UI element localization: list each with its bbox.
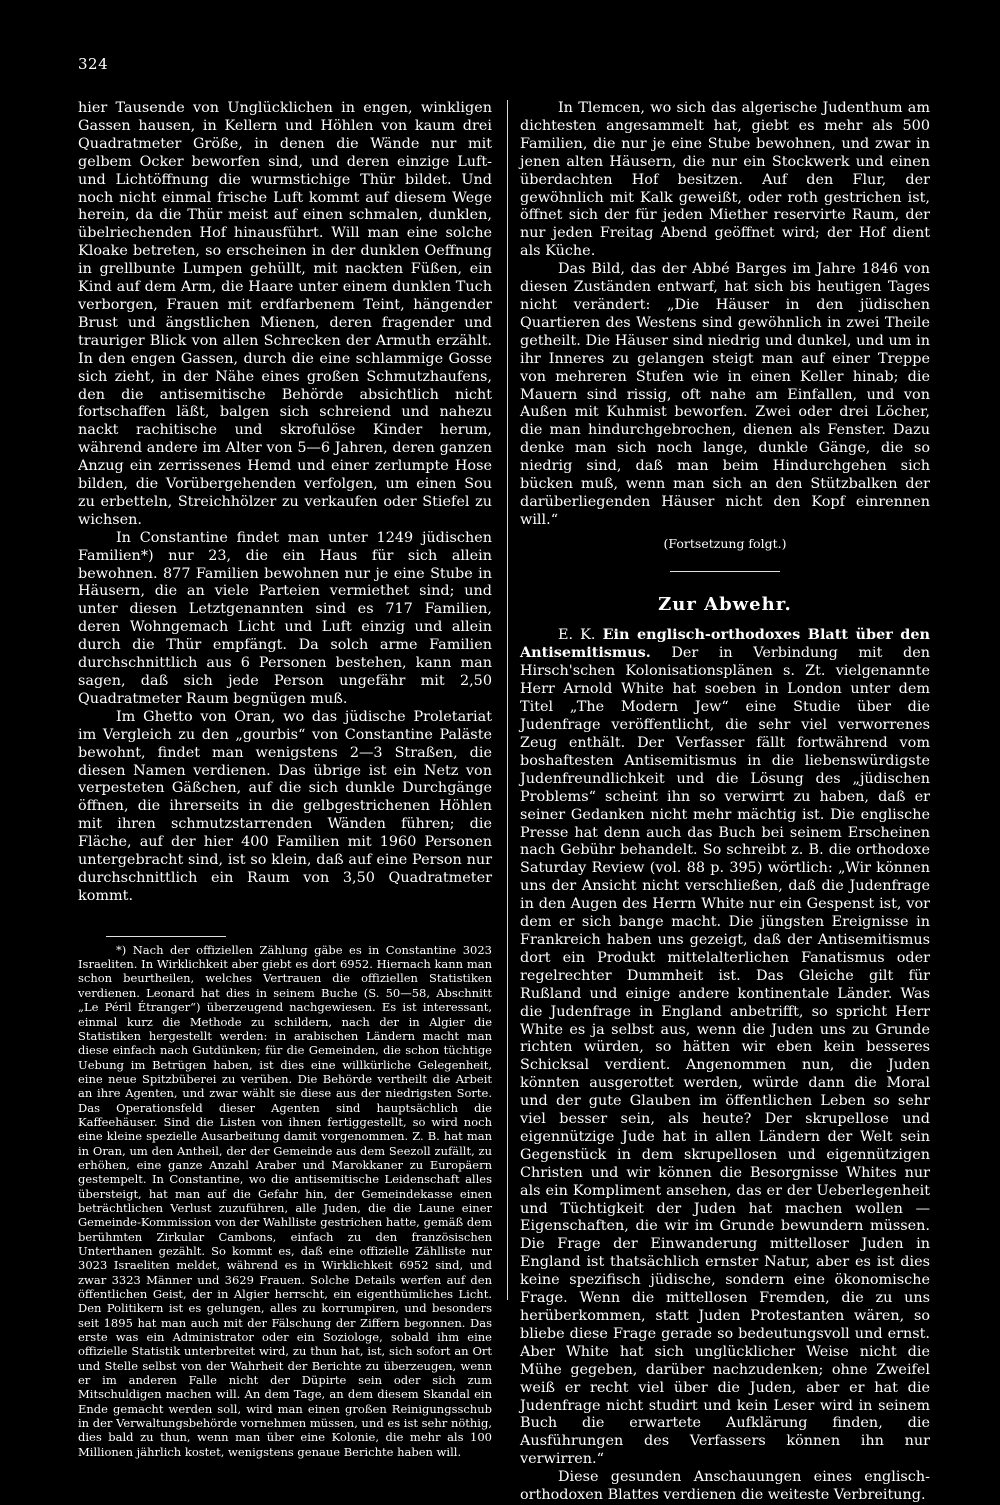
- article-lead: Der in Verbindung mit den Hirsch'schen Kolonisationsplänen s. Zt. vielgenannte Herr Arnold White hat soeben in London unter dem Titel „The Modern Jew“ eine Studie über die Judenfrage veröffentlicht, die sehr viel verworrenes Zeug enthält. Der Verfasser fällt fortwährend vom boshaftesten Antisemitismus in die liebenswürdigste Judenfreundlichkeit und die Lösung des „jüdischen Problems“ scheint ihn so verwirrt zu haben, daß er seiner Gedanken nicht mehr mächtig ist. Die englische Presse hat denn auch das Buch bei seinem Erscheinen nach Gebühr behandelt. So schreibt z. B. die orthodoxe Saturday Review (vol. 88 p. 395) wörtlich: „Wir können uns der Ansicht nicht verschließen, daß die Judenfrage in den Augen des Herrn White nur ein Gespenst ist, vor dem er sich bange macht. Die jüngsten Ereignisse in Frankreich haben uns gezeigt, daß der Antisemitismus dort ein Produkt mittelalterlichen Fanatismus oder regelrechter Dummheit ist. Das Gleiche gilt für Rußland und einige andere kontinentale Länder. Was die Judenfrage in England anbetrifft, so spricht Herr White es ja selbst aus, wenn die Juden uns zu Grunde richten würden, so hätten wir eben kein besseres Schicksal verdient. Angenommen nun, die Juden könnten ausgerottet werden, würde dann die Moral und der gute Glauben im öffentlichen Leben so sehr viel besser sein, als heute? Der skrupellose und eigennützige Jude hat in allen Ländern der Welt sein Gegenstück in dem skrupellosen und eigennützigen Christen und wir können die Besorgnisse Whites nur als ein Kompliment ansehen, das er der Ueberlegenheit und Tüchtigkeit der Juden hat machen wollen — Eigenschaften, die wir im Grunde bewundern müssen. Die Frage der Einwanderung mittelloser Juden in England ist thatsächlich ernster Natur, aber es ist dies keine spezifisch jüdische, sondern eine ökonomische Frage. Wenn die mittellosen Fremden, die zu uns herüberkommen, statt Juden Protestanten wären, so bliebe diese Frage gerade so bedeutungsvoll und ernst. Aber White hat sich unglücklicher Weise nicht die Mühe gegeben, darüber nachzudenken; ohne Zweifel weiß er recht viel über die Juden, aber er hat die Judenfrage nicht studirt und kein Leser wird in seinem Buch die erwartete Aufklärung finden, die Ausführungen des Verfassers können ihn nur verwirren.“: [520, 645, 931, 1468]
- article-title: Ein englisch-orthodoxes Blatt über den Antisemitismus.: [520, 625, 930, 662]
- footnote-divider: [106, 936, 226, 937]
- footnote: *) Nach der offiziellen Zählung gäbe es in Constantine 3023 Israeliten. In Wirklichkeit aber giebt es dort 6952. Hiernach kann man schon beurtheilen, welches Vertrauen die offiziellen Statistiken verdienen. Leonard hat dies in seinem Buche (S. 50—58, Abschnitt „Le Péril Étranger“) überzeugend nachgewiesen. Es ist interessant, einmal kurz die Methode zu schildern, nach der in Algier die Statistiken hergestellt werden: in arabischen Ländern macht man diese einfach nach Gutdünken; für die Gemeinden, die schon tüchtige Uebung im Betrügen haben, ist dies eine willkürliche Gelegenheit, eine neue Spitzbüberei zu verüben. Die Behörde vertheilt die Arbeit an ihre Agenten, und zwar wählt sie diese aus der niedrigsten Sorte. Das Operationsfeld dieser Agenten sind hauptsächlich die Kaffeehäuser. Sind die Listen von ihnen fertiggestellt, so wird noch eine kleine spezielle Ausarbeitung damit vorgenommen. Z. B. hat man in Oran, um den Antheil, der der Gemeinde aus dem Seezoll zufällt, zu erhöhen, eine ganze Anzahl Araber und Marokkaner zu Europäern gestempelt. In Constantine, wo die antisemitische Leidenschaft alles übersteigt, hat man auf die Gefahr hin, der Gemeindekasse einen beträchtlichen Verlust zuzuführen, alle Juden, die die Laune einer Gemeinde-Kommission von der Wahlliste gestrichen hatte, gemäß dem berühmten Zirkular Cambons, einfach zu den französischen Unterthanen gezählt. So kommt es, daß eine offizielle Zählliste nur 3023 Israeliten meldet, während es in Wirklichkeit 6952 sind, und zwar 3323 Männer und 3629 Frauen. Solche Details werfen auf den öffentlichen Geist, der in Algier herrscht, ein eigenthümliches Licht. Den Politikern ist es gelungen, alles zu korrumpiren, und besonders seit 1895 hat man auch mit der Fälschung der Ziffern begonnen. Das erste was ein Administrator oder ein Soziologe, sobald ihm eine offizielle Statistik unterbreitet wird, zu thun hat, ist, sich sofort an Ort und Stelle selbst von der Wahrheit der Berichte zu überzeugen, wenn er im anderen Falle nicht der Düpirte sein oder sich zum Mitschuldigen machen will. An dem Tage, an dem diesem Skandal ein Ende gemacht werden soll, wird man einen großen Reinigungsschub in der Verwaltungsbehörde vornehmen müssen, und es ist sehr nöthig, dies bald zu thun, wenn man über eine Kolonie, die mehr als 100 Millionen jährlich kostet, wenigstens genaue Berichte haben will.: [78, 942, 492, 1459]
- section-heading: Zur Abwehr.: [658, 593, 792, 615]
- article-author: E. K.: [558, 626, 596, 643]
- column-divider: [507, 100, 508, 1300]
- body-paragraph: hier Tausende von Unglücklichen in engen, winkligen Gassen hausen, in Kellern und Höhlen von kaum drei Quadratmeter Größe, in denen die Wände nur mit gelbem Ocker beworfen sind, und deren einzige Luft- und Lichtöffnung die wurmstichige Thür bildet. Und noch nicht einmal frische Luft kommt auf diesem Wege herein, da die Thür meist auf einen schmalen, dunklen, übelriechenden Hof hinausführt. Will man eine solche Kloake betreten, so erscheinen in der dunklen Oeffnung in grellbunte Lumpen gehüllt, mit nackten Füßen, ein Kind auf dem Arm, die Haare unter einem dunklen Tuch verborgen, Frauen mit erdfarbenem Teint, hängender Brust und ängstlichen Mienen, deren fragender und trauriger Blick von allen Schrecken der Armuth erzählt. In den engen Gassen, durch die eine schlammige Gosse sich zieht, in der Nähe eines großen Schmutzhaufens, den die antisemitische Behörde absichtlich nicht fortschaffen läßt, balgen sich schreiend und nahezu nackt rachitische und skrofulöse Kinder herum, während andere im Alter von 5—6 Jahren, deren ganzen Anzug ein zerrissenes Hemd und einer zerlumpte Hose bilden, die Vorübergehenden verfolgen, um einen Sou zu erbetteln, Streichhölzer zu verkaufen oder Stiefel zu wichsen.: [78, 100, 492, 528]
- page-number: 324: [78, 55, 109, 73]
- body-paragraph: Im Ghetto von Oran, wo das jüdische Proletariat im Vergleich zu den „gourbis“ von Constantine Paläste bewohnt, findet man wenigstens 2—3 Straßen, die diesen Namen verdienen. Das übrige ist ein Netz von verpesteten Gäßchen, auf die sich dunkle Durchgänge öffnen, die ihrerseits in die gelbgestrichenen Höhlen mit ihren schmutzstarrenden Wänden führen; die Fläche, auf der hier 400 Familien mit 1960 Personen untergebracht sind, ist so klein, daß auf eine Person nur durchschnittlich ein Raum von 3,50 Quadratmeter kommt.: [78, 708, 492, 904]
- right-column: [520, 100, 930, 1505]
- continuation-note: (Fortsetzung folgt.): [663, 535, 787, 551]
- section-divider: [670, 571, 780, 572]
- body-paragraph: Das Bild, das der Abbé Barges im Jahre 1846 von diesen Zuständen entwarf, hat sich bis heutigen Tages nicht verändert: „Die Häuser in den jüdischen Quartieren des Westens sind gewöhnlich in zwei Theile getheilt. Die Häuser sind niedrig und dunkel, und um in ihr Inneres zu gelangen steigt man auf einer Treppe von mehreren Stufen wie in einen Keller hinab; die Mauern sind rissig, oft nahe am Einfallen, und von Außen mit Kuhmist beworfen. Zwei oder drei Löcher, die man hindurchgebrochen, dienen als Fenster. Dazu denke man sich noch lange, dunkle Gänge, die so niedrig sind, daß man beim Hindurchgehen sich bücken muß, wenn man sich an den Stützbalken der darüberliegenden Häuser nicht den Kopf einrennen will.“: [520, 261, 930, 528]
- body-paragraph: In Tlemcen, wo sich das algerische Judenthum am dichtesten angesammelt hat, giebt es mehr als 500 Familien, die nur je eine Stube bewohnen, und zwar in jenen alten Häusern, die nur ein Stockwerk und einen überdachten Hof besitzen. Auf den Flur, der gewöhnlich mit Kalk geweißt, oder roth gestrichen ist, öffnet sich der für jeden Miether reservirte Raum, der nur jeden Freitag Abend geöffnet wird; der Hof dient als Küche.: [520, 100, 930, 260]
- article-paragraph: [520, 626, 930, 1470]
- left-column: [78, 100, 492, 1459]
- body-paragraph: In Constantine findet man unter 1249 jüdischen Familien*) nur 23, die ein Haus für sich allein bewohnen. 877 Familien bewohnen nur je eine Stube in Häusern, die an viele Parteien vermiethet sind; und unter diesen Letztgenannten sind es 717 Familien, deren Wohngemach Licht und Luft einzig und allein durch die Thür empfängt. Da solch arme Familien durchschnittlich aus 6 Personen bestehen, kann man sagen, daß sich jede Person ungefähr mit 2,50 Quadratmeter Raum begnügen muß.: [78, 529, 492, 707]
- closing-paragraph: Diese gesunden Anschauungen eines englisch-orthodoxen Blattes verdienen die weiteste Verbreitung.: [520, 1469, 930, 1504]
